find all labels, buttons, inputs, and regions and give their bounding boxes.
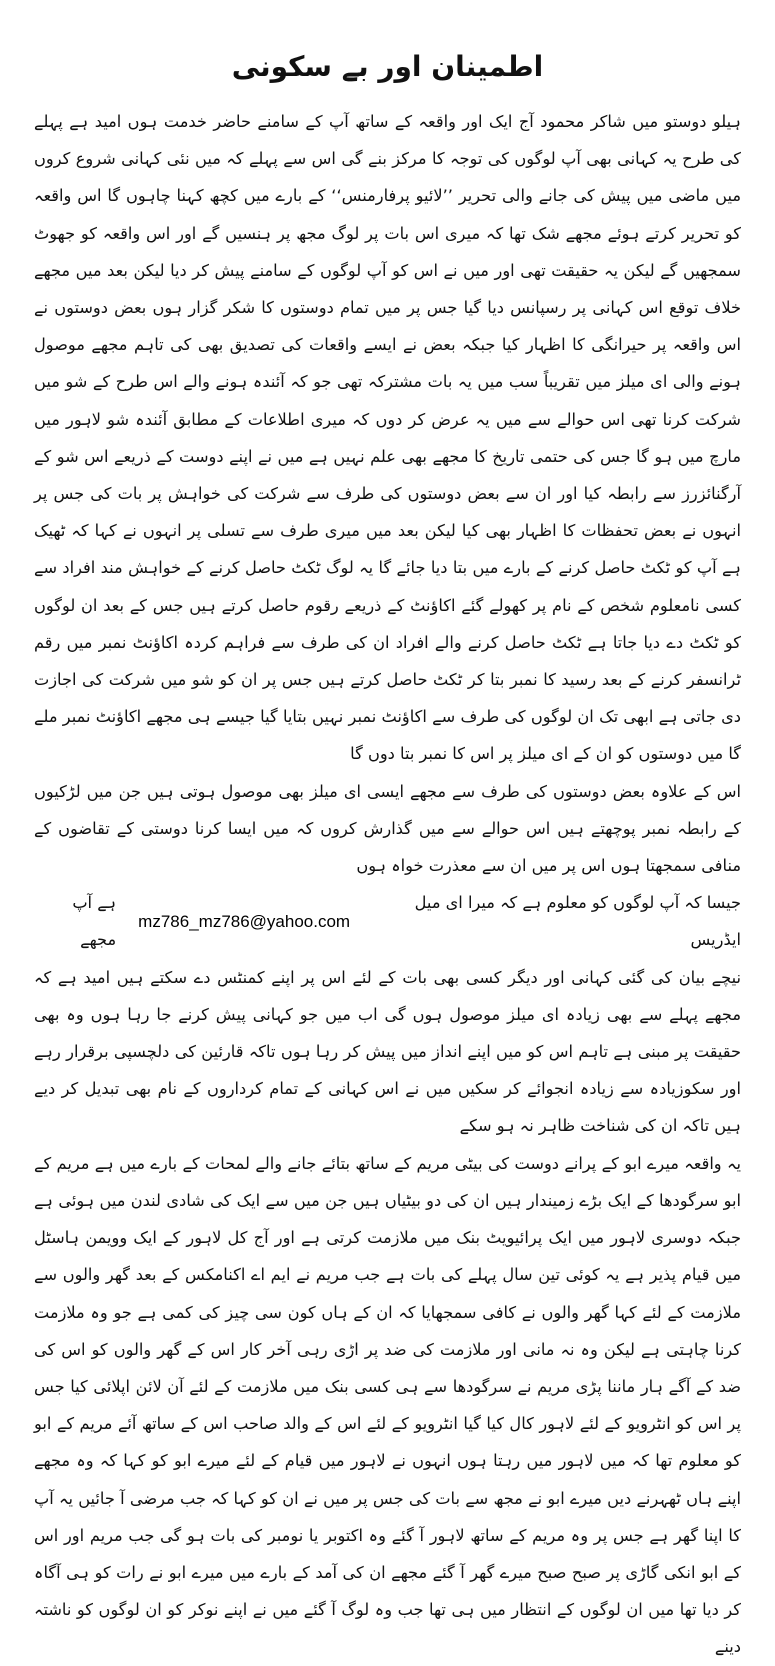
email-paragraph-continuation: نیچے بیان کی گئی کہانی اور دیگر کسی بھی بات کے لئے اس پر اپنے کمنٹس دے سکتے ہیں امید ہے کہ مجھے پہلے سے بھی زیادہ ای میلز موصول ہوں گی اب میں جو کہانی پیش کرنے جا رہا ہوں وہ بھی حقیقت پر مبنی ہے تاہم اس کو میں اپنے انداز میں پیش کر رہا ہوں تاکہ قارئین کی دلچسپی برقرار رہے اور سکوزیادہ سے زیادہ انجوائے کر سکیں میں نے اس کہانی کے تمام کرداروں کے نام بھی تبدیل کر دیے ہیں تاکہ ان کی شناخت ظاہر نہ ہو سکے	[34, 967, 741, 1136]
requests-paragraph: اس کے علاوہ بعض دوستوں کی طرف سے مجھے ایسی ای میلز بھی موصول ہوتی ہیں جن میں لڑکیوں کے رابطہ نمبر پوچھتے ہیں اس حوالے سے میں گذارش کروں کہ میں ایسا کرنا دوستی کے تقاضوں کے منافی سمجھتا ہوں اس پر میں ان سے معذرت خواہ ہوں	[34, 781, 741, 876]
document-title: اطمینان اور بے سکونی	[231, 50, 544, 83]
email-line	[34, 884, 741, 958]
email-line-text-after: ہے آپ مجھے	[72, 893, 117, 950]
intro-paragraph: ہیلو دوستو میں شاکر محمود آج ایک اور واقعہ کے ساتھ آپ کے سامنے حاضر خدمت ہوں امید ہے پہلے کی طرح یہ کہانی بھی آپ لوگوں کی توجہ کا مرکز بنے گی اس سے پہلے کہ میں نئی کہانی شروع کروں میں ماضی میں پیش کی جانے والی تحریر ’’لائیو پرفارمنس‘‘ کے بارے میں کچھ کہنا چاہوں گا اس واقعہ کو تحریر کرتے ہوئے مجھے شک تھا کہ میری اس بات پر لوگ مجھ پر ہنسیں گے اور اس واقعہ کو جھوٹ سمجھیں گے لیکن یہ حقیقت تھی اور میں نے اس کو آپ لوگوں کے سامنے پیش کر دیا لیکن بعد میں مجھے خلاف توقع اس کہانی پر رسپانس دیا گیا جس پر میں تمام دوستوں کا شکر گزار ہوں بعض دوستوں نے اس واقعہ پر حیرانگی کا اظہار کیا جبکہ بعض نے ایسے واقعات کی تصدیق بھی کی تاہم مجھے موصول ہونے والی ای میلز میں تقریباً سب میں یہ بات مشترکہ تھی جو کہ آئندہ ہونے والے اس طرح کے شو میں شرکت کرنا تھی اس حوالے سے میں یہ عرض کر دوں کہ میری اطلاعات کے مطابق آئندہ شو لاہور میں مارچ میں ہو گا جس کی حتمی تاریخ کا مجھے بھی علم نہیں ہے میں نے اپنے دوست کے ذریعے اس شو کے آرگنائزرز سے رابطہ کیا اور ان سے بعض دوستوں کی طرف سے شرکت کی خواہش پر بات کی جس پر انہوں نے بعض تحفظات کا اظہار بھی کیا لیکن بعد میں میری طرف سے تسلی پر انہوں نے کہا کہ ٹھیک ہے آپ کو ٹکٹ حاصل کرنے کے بارے میں بتا دیا جائے گا یہ لوگ ٹکٹ حاصل کرنے کے خواہش مند افراد سے کسی نامعلوم شخص کے نام پر کھولے گئے اکاؤنٹ کے ذریعے رقوم حاصل کرتے ہیں جس کے بعد ان لوگوں کو ٹکٹ دے دیا جاتا ہے ٹکٹ حاصل کرنے والے افراد ان کی طرف سے فراہم کردہ اکاؤنٹ نمبر میں رقم ٹرانسفر کرنے کے بعد رسید کا نمبر بتا کر ٹکٹ حاصل کرتے ہیں جس پر ان کو شو میں شرکت کی اجازت دی جاتی ہے ابھی تک ان لوگوں کی طرف سے اکاؤنٹ نمبر نہیں بتایا گیا جیسے ہی مجھے اکاؤنٹ نمبر ملے گا میں دوستوں کو ان کے ای میلز پر اس کا نمبر بتا دوں گا	[34, 112, 741, 764]
story-paragraph: یہ واقعہ میرے ابو کے پرانے دوست کی بیٹی مریم کے ساتھ بتائے جانے والے لمحات کے بارے میں ہے مریم کے ابو سرگودھا کے ایک بڑے زمیندار ہیں ان کی دو بیٹیاں ہیں جن میں سے ایک کی شادی لندن میں ہوئی ہے جبکہ دوسری لاہور میں ایک پرائیویٹ بنک میں ملازمت کرتی ہے اور آج کل لاہور کے ایک وویمن ہاسٹل میں قیام پذیر ہے یہ کوئی تین سال پہلے کی بات ہے جب مریم نے ایم اے اکنامکس کے بعد گھر والوں سے ملازمت کے لئے کہا گھر والوں نے کافی سمجھایا کہ ان کے ہاں کون سی چیز کی کمی ہے جو وہ ملازمت کرنا چاہتی ہے لیکن وہ نہ مانی اور ملازمت کی ضد پر اڑی رہی آخر کار اس کے گھر والوں کو اس کی ضد کے آگے ہار ماننا پڑی مریم نے سرگودھا سے ہی کسی بنک میں ملازمت کے لئے آن لائن اپلائی کیا جس پر اس کو انٹرویو کے لئے لاہور کال کیا گیا انٹرویو کے لئے اس کے والد صاحب اس کے ساتھ آئے مریم کے ابو کو معلوم تھا کہ میں لاہور میں رہتا ہوں انہوں نے لاہور میں قیام کے لئے میرے ابو کو کہا کہ وہ مجھے اپنے ہاں ٹھہرنے دیں میرے ابو نے مجھ سے بات کی جس پر میں نے ان کو کہا کہ جب مرضی آ جائیں یہ آپ کا اپنا گھر ہے جس پر وہ مریم کے ساتھ لاہور آ گئے وہ اکتوبر یا نومبر کی بات ہو گی جب مریم اور اس کے ابو انکی گاڑی پر صبح صبح میرے گھر آ گئے مجھے ان کی آمد کے بارے میں میرے ابو نے رات کو ہی آگاہ کر دیا تھا میں ان لوگوں کے انتظار میں ہی تھا جب وہ لوگ آ گئے میں نے اپنے نوکر کو ان لوگوں کو ناشتہ دینے	[34, 1153, 741, 1657]
email-line-text-before: جیسا کہ آپ لوگوں کو معلوم ہے کہ میرا ای میل ایڈریس	[414, 893, 741, 950]
email-address: mz786_mz786@yahoo.com	[138, 911, 351, 931]
